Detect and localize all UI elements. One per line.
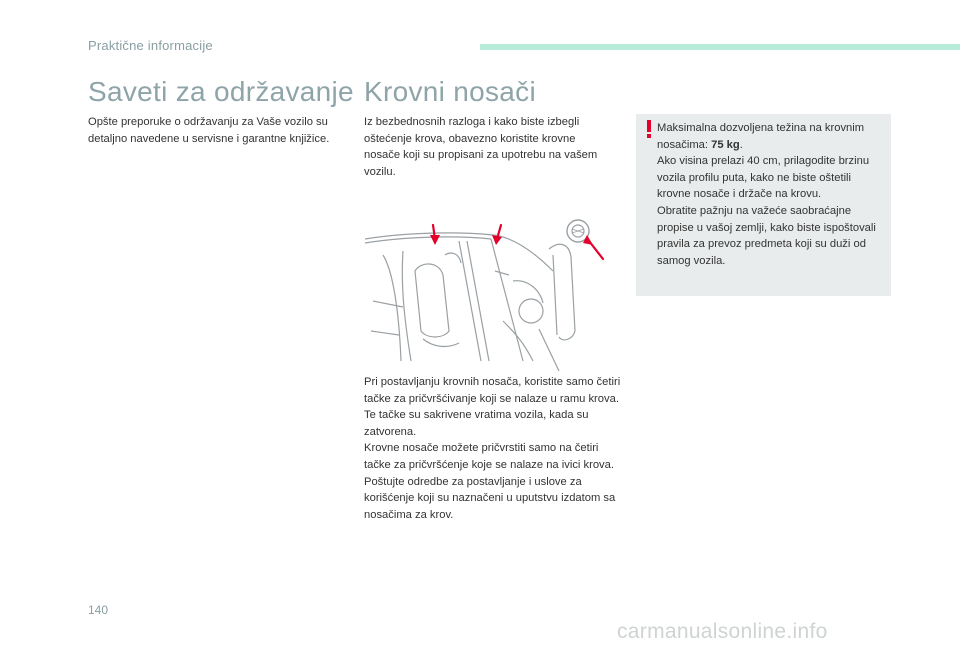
roof-racks-intro: Iz bezbednosnih razloga i kako biste izbegli oštećenje krova, obavezno koristite krovne nosače koji su propisani za upotrebu na vašem vozilu. bbox=[364, 116, 598, 178]
watermark: carmanualsonline.info bbox=[617, 620, 828, 643]
page-number: 140 bbox=[88, 603, 109, 617]
roof-racks-instructions bbox=[364, 374, 624, 523]
heading-maintenance-tips: Saveti za održavanje bbox=[88, 76, 354, 107]
instruction-paragraph: Krovne nosače možete pričvrstiti samo na četiri tačke za pričvršćenje koje se nalaze na ivici krova. bbox=[364, 442, 614, 471]
max-load-suffix: . bbox=[739, 138, 743, 151]
header-accent-bar bbox=[480, 44, 960, 50]
car-roof-mounting-points-illustration bbox=[363, 211, 619, 371]
warning-text bbox=[657, 120, 885, 269]
maintenance-paragraph: Opšte preporuke o održavanju za Vaše vozilo su detaljno navedene u servisne i garantne knjižice. bbox=[88, 116, 330, 145]
warning-line: Obratite pažnju na važeće saobraćajne propise u vašoj zemlji, kako biste ispoštovali pravila za prevoz predmeta koji su duži od samog vozila. bbox=[657, 204, 876, 267]
instruction-paragraph: Poštujte odredbe za postavljanje i uslove za korišćenje koji su naznačeni u uputstvu izdatom sa nosačima za krov. bbox=[364, 475, 616, 521]
heading-roof-racks: Krovni nosači bbox=[364, 76, 536, 107]
max-load-value: 75 kg bbox=[711, 138, 740, 151]
max-load-label: Maksimalna dozvoljena težina na krovnim nosačima: bbox=[657, 122, 865, 151]
max-load-line bbox=[657, 120, 885, 153]
warning-line: Ako visina prelazi 40 cm, prilagodite brzinu vozila profilu puta, kako ne biste oštetili krovne nosače i držače na krovu. bbox=[657, 155, 870, 201]
exclamation-warning-icon bbox=[645, 120, 653, 138]
instruction-paragraph: Pri postavljanju krovnih nosača, koristite samo četiri tačke za pričvršćivanje koji se nalaze u ramu krova. Te tačke su sakrivene vratima vozila, kada su zatvorena. bbox=[364, 376, 621, 438]
section-title: Praktične informacije bbox=[88, 38, 213, 53]
